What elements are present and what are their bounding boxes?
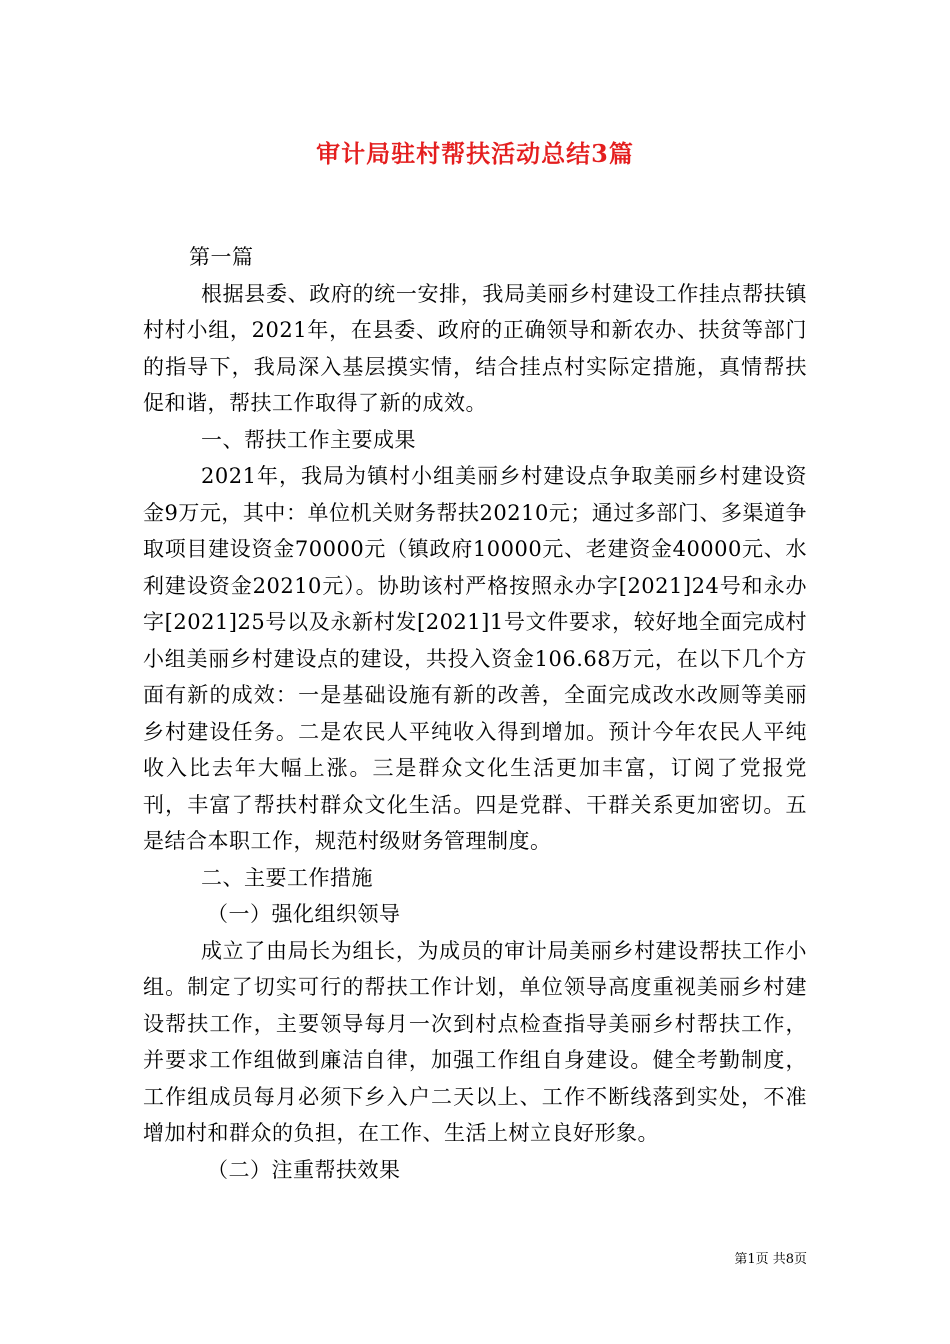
intro-paragraph: 根据县委、政府的统一安排，我局美丽乡村建设工作挂点帮扶镇村村小组，2021年，在县委、政府的正确领导和新农办、扶贫等部门的指导下，我局深入基层摸实情，结合挂点村实际定措施，真情帮扶促和谐，帮扶工作取得了新的成效。	[143, 281, 807, 415]
section-label: 第一篇	[189, 245, 254, 269]
document-title: 审计局驻村帮扶活动总结3篇	[316, 139, 634, 168]
subheading-effect: （二）注重帮扶效果	[207, 1157, 401, 1182]
results-paragraph: 2021年，我局为镇村小组美丽乡村建设点争取美丽乡村建设资金9万元，其中：单位机关财务帮扶20210元；通过多部门、多渠道争取项目建设资金70000元（镇政府10000元、老建资金40000元、水利建设资金20210元）。协助该村严格按照永办字[2021]24号和永办字[2021]25号以及永新村发[2021]1号文件要求，较好地全面完成村小组美丽乡村建设点的建设，共投入资金106.68万元，在以下几个方面有新的成效：一是基础设施有新的改善，全面完成改水改厕等美丽乡村建设任务。二是农民人平纯收入得到增加。预计今年农民人平纯收入比去年大幅上涨。三是群众文化生活更加丰富，订阅了党报党刊，丰富了帮扶村群众文化生活。四是党群、干群关系更加密切。五是结合本职工作，规范村级财务管理制度。	[143, 464, 807, 853]
subheading-organization: （一）强化组织领导	[207, 902, 401, 926]
organization-paragraph: 成立了由局长为组长，为成员的审计局美丽乡村建设帮扶工作小组。制定了切实可行的帮扶工作计划，单位领导高度重视美丽乡村建设帮扶工作，主要领导每月一次到村点检查指导美丽乡村帮扶工作，并要求工作组做到廉洁自律，加强工作组自身建设。健全考勤制度，工作组成员每月必须下乡入户二天以上、工作不断线落到实处，不准增加村和群众的负担，在工作、生活上树立良好形象。	[143, 938, 807, 1145]
heading-results: 一、帮扶工作主要成果	[201, 427, 416, 452]
page-number: 第1页 共8页	[734, 1252, 807, 1267]
document-body	[143, 239, 807, 1188]
heading-measures: 二、主要工作措施	[201, 865, 373, 890]
